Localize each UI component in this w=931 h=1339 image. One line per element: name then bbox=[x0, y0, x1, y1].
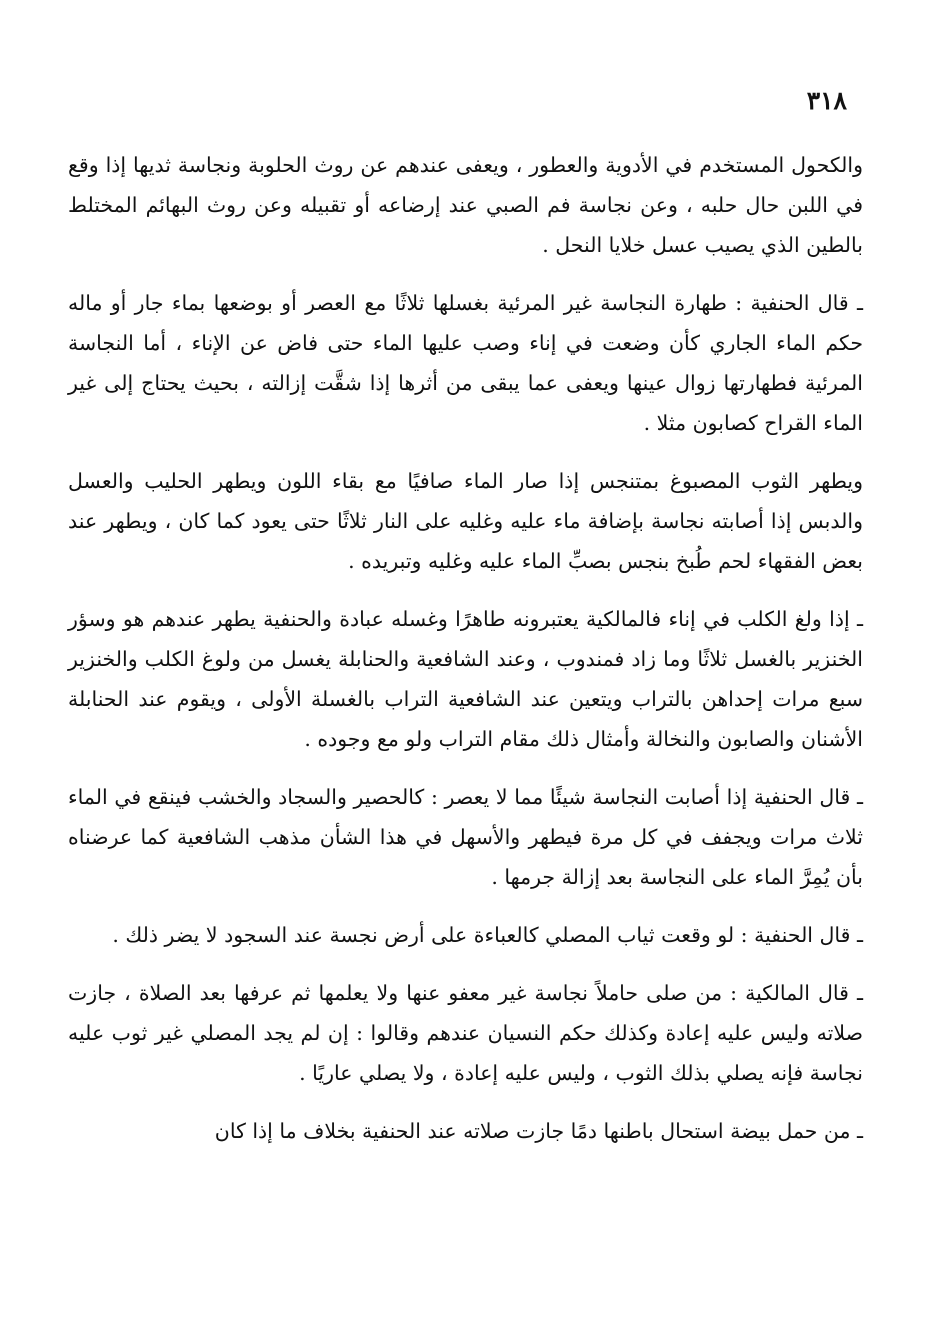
paragraph-2: ـ قال الحنفية : طهارة النجاسة غير المرئية بغسلها ثلاثًا مع العصر أو بوضعها بماء جار أو ماله حكم الماء الجاري كأن وضعت في إناء وصب عليها الماء حتى فاض عن الإناء ، أما النجاسة المرئية فطهارتها زوال عينها ويعفى عما يبقى من أثرها إذا شقَّت إزالته ، بحيث يحتاج إلى غير الماء القراح كصابون مثلا . bbox=[68, 291, 863, 435]
paragraph-6: ـ قال الحنفية : لو وقعت ثياب المصلي كالعباءة على أرض نجسة عند السجود لا يضر ذلك . bbox=[112, 923, 863, 947]
paragraph-5: ـ قال الحنفية إذا أصابت النجاسة شيئًا مما لا يعصر : كالحصير والسجاد والخشب فينقع في الماء ثلاث مرات ويجفف في كل مرة فيطهر والأسهل في هذا الشأن مذهب الشافعية كما عرضناه بأن يُمِرَّ الماء على النجاسة بعد إزالة جرمها . bbox=[68, 785, 863, 889]
paragraph-1: والكحول المستخدم في الأدوية والعطور ، ويعفى عندهم عن روث الحلوبة ونجاسة ثديها إذا وقع في اللبن حال حلبه ، وعن نجاسة فم الصبي عند إرضاعه أو تقبيله وعن روث البهائم المختلط بالطين الذي يصيب عسل خلايا النحل . bbox=[68, 153, 863, 257]
paragraph-4: ـ إذا ولغ الكلب في إناء فالمالكية يعتبرونه طاهرًا وغسله عبادة والحنفية يطهر عندهم هو وسؤر الخنزير بالغسل ثلاثًا وما زاد فمندوب ، وعند الشافعية والحنابلة يغسل من ولوغ الكلب والخنزير سبع مرات إحداهن بالتراب ويتعين عند الشافعية التراب بالغسلة الأولى ، ويقوم عند الحنابلة الأشنان والصابون والنخالة وأمثال ذلك مقام التراب ولو مع وجوده . bbox=[68, 607, 863, 751]
body-text bbox=[68, 145, 863, 1169]
paragraph-7: ـ قال المالكية : من صلى حاملاً نجاسة غير معفو عنها ولا يعلمها ثم عرفها بعد الصلاة ، جازت صلاته وليس عليه إعادة وكذلك حكم النسيان عندهم وقالوا : إن لم يجد المصلي غير ثوب عليه نجاسة فإنه يصلي بذلك الثوب ، وليس عليه إعادة ، ولا يصلي عاريًا . bbox=[68, 981, 863, 1085]
paragraph-8: ـ من حمل بيضة استحال باطنها دمًا جازت صلاته عند الحنفية بخلاف ما إذا كان bbox=[214, 1119, 863, 1143]
paragraph-3: ويطهر الثوب المصبوغ بمتنجس إذا صار الماء صافيًا مع بقاء اللون ويطهر الحليب والعسل والدبس إذا أصابته نجاسة بإضافة ماء عليه وغليه على النار ثلاثًا حتى يعود كما كان ، ويطهر عند بعض الفقهاء لحم طُبخ بنجس بصبِّ الماء عليه وغليه وتبريده . bbox=[68, 469, 863, 573]
page-number: ٣١٨ bbox=[806, 86, 847, 115]
